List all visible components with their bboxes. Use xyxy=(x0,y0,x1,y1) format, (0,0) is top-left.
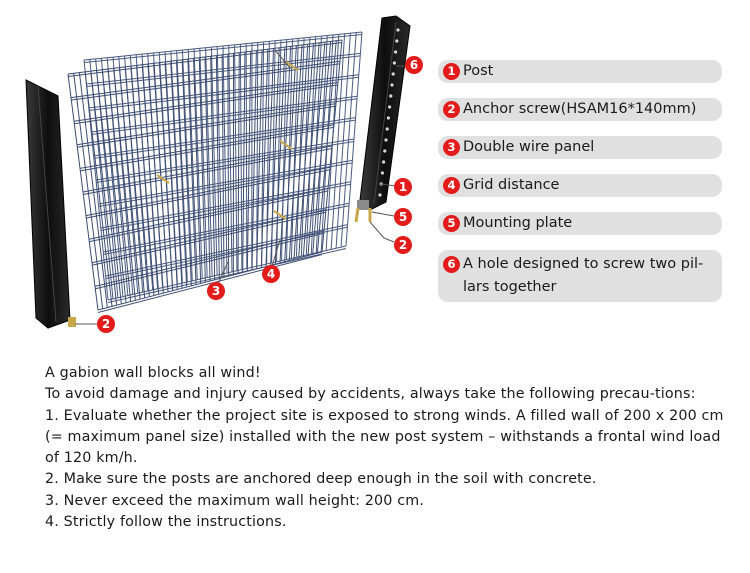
callout-2: 2 xyxy=(394,236,412,254)
legend-item-double-wire-panel xyxy=(438,136,722,159)
post-hole xyxy=(394,50,397,53)
legend-label: A hole designed to screw two pil-lars together xyxy=(463,256,704,295)
post-hole xyxy=(382,160,385,163)
post-hole xyxy=(390,83,393,86)
post-hole xyxy=(393,61,396,64)
notes-item-3: 3. Never exceed the maximum wall height: 200 cm. xyxy=(45,492,425,509)
legend-item-pillar-hole xyxy=(438,250,722,302)
notes-intro: To avoid damage and injury caused by accidents, always take the following precau-tions: xyxy=(45,386,696,403)
legend-label: Mounting plate xyxy=(463,215,573,231)
post-hole xyxy=(381,171,384,174)
legend-label: Post xyxy=(463,63,494,79)
legend-item-post xyxy=(438,60,722,83)
post-hole xyxy=(378,193,381,196)
legend-item-grid-distance xyxy=(438,174,722,197)
legend-number: 6 xyxy=(443,256,460,273)
legend-item-anchor-screw xyxy=(438,98,722,121)
callout-1: 1 xyxy=(394,178,412,196)
post-hole xyxy=(392,72,395,75)
legend-label: Anchor screw(HSAM16*140mm) xyxy=(463,101,697,117)
callout-6: 6 xyxy=(405,56,423,74)
legend-label: Grid distance xyxy=(463,177,560,193)
legend-item-mounting-plate xyxy=(438,212,722,235)
post-hole xyxy=(396,28,399,31)
post-hole xyxy=(383,149,386,152)
parts-legend xyxy=(438,60,722,317)
legend-number: 4 xyxy=(443,177,460,194)
post-hole xyxy=(388,105,391,108)
wire-panel-front xyxy=(68,40,342,313)
post-hole xyxy=(384,138,387,141)
callout-4: 4 xyxy=(262,265,280,283)
post-hole xyxy=(389,94,392,97)
notes-item-2: 2. Make sure the posts are anchored deep enough in the soil with concrete. xyxy=(45,471,597,488)
callout-5: 5 xyxy=(394,208,412,226)
legend-label: Double wire panel xyxy=(463,139,595,155)
callout-3: 3 xyxy=(207,282,225,300)
notes-item-1: 1. Evaluate whether the project site is exposed to strong winds. A filled wall of 200 x 200 cm (= maximum panel size) installed with the new post system – withstands a frontal wind load of 120 km/h. xyxy=(45,407,724,467)
legend-number: 2 xyxy=(443,101,460,118)
gabion-post-illustration xyxy=(0,0,430,345)
post-hole xyxy=(386,127,389,130)
safety-notes xyxy=(45,363,735,533)
notes-item-4: 4. Strictly follow the instructions. xyxy=(45,514,287,531)
notes-headline: A gabion wall blocks all wind! xyxy=(45,365,261,381)
post-hole xyxy=(395,39,398,42)
post-left xyxy=(26,80,76,328)
legend-number: 1 xyxy=(443,63,460,80)
callout-2-left: 2 xyxy=(97,315,115,333)
legend-number: 3 xyxy=(443,139,460,156)
legend-number: 5 xyxy=(443,215,460,232)
post-hole xyxy=(387,116,390,119)
